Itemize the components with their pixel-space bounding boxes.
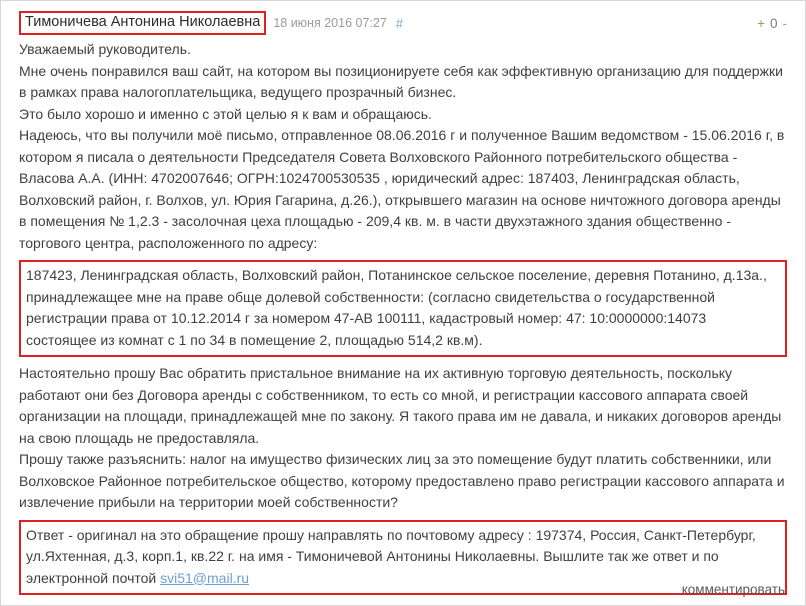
author-name: Тимоничева Антонина Николаевна — [19, 11, 266, 35]
post-header — [19, 11, 787, 35]
rating-minus-button[interactable]: - — [782, 15, 787, 31]
post-body — [19, 39, 787, 595]
paragraph-2: Это было хорошо и именно с этой целью я к вам и обращаюсь. — [19, 105, 432, 122]
email-link[interactable]: svi51@mail.ru — [160, 569, 250, 586]
paragraph-5: Прошу также разъяснить: налог на имущество физических лиц за это помещение будут платить собственники, или Волховское Районное потребительское общество, которому предоставлено право регистрации кассового аппарата и извлечение прибыли на территории моей собственности? — [19, 451, 785, 510]
post-timestamp: 18 июня 2016 07:27 — [273, 16, 387, 30]
highlighted-address-block — [19, 260, 787, 357]
paragraph-3: Надеюсь, что вы получили моё письмо, отправленное 08.06.2016 г и полученное Вашим ведомством - 15.06.2016 г, в котором я писала о деятельности Председателя Совета Волховского Районного потребительского общества - Власова А.А. (ИНН: 4702007646; ОГРН:1024700530535 , юридический адрес: 187403, Ленинградская область, Волховский район, г. Волхов, ул. Юрия Гагарина, д.26.), открывшего магазин на основе ничтожного договора аренды в помещения № 1,2.3 - засолочная цеха площадью - 209,4 кв. м. в части двухэтажного здания общественно - торгового центра, расположенного по адресу: — [19, 127, 785, 251]
rating-plus-button[interactable]: + — [757, 15, 765, 31]
paragraph-1: Мне очень понравился ваш сайт, на котором вы позиционируете себя как эффективную организацию для поддержки в рамках права налогоплательщика, ведущего прозрачный бизнес. — [19, 62, 783, 100]
rating-count: 0 — [769, 15, 778, 31]
permalink-anchor[interactable]: # — [395, 15, 404, 31]
comment-link[interactable]: комментировать — [681, 582, 785, 597]
boxed-text-2 — [26, 525, 780, 590]
paragraph-4: Настоятельно прошу Вас обратить пристальное внимание на их активную торговую деятельность, поскольку работают они без Договора аренды с собственником, то есть со мной, и регистрации кассового аппарата своей организации на площади, принадлежащей мне по закону. Я такого права им не давала, и никаких договоров аренды на свою площадь не предоставляла. — [19, 365, 782, 446]
boxed-text-2-body: Ответ - оригинал на это обращение прошу направлять по почтовому адресу : 197374, Россия, Санкт-Петербург, ул.Яхтенная, д.3, корп.1, кв.22 г. на имя - Тимоничевой Антонины Николаевны. Вышлите так же ответ и по электронной почтой — [26, 526, 756, 586]
rating-control — [757, 16, 787, 31]
greeting-line: Уважаемый руководитель. — [19, 41, 191, 57]
boxed-text-1: 187423, Ленинградская область, Волховский район, Потанинское сельское поселение, деревня Потанино, д.13а., принадлежащее мне на праве обще долевой собственности: (согласно свидетельства о государственной регистрации права от 10.12.2014 г за номером 47-АВ 100111, кадастровый номер: 47: 10:0000000:14073 состоящее из комнат с 1 по 34 в помещение 2, площадью 514,2 кв.м). — [26, 267, 767, 348]
highlighted-reply-block — [19, 520, 787, 596]
